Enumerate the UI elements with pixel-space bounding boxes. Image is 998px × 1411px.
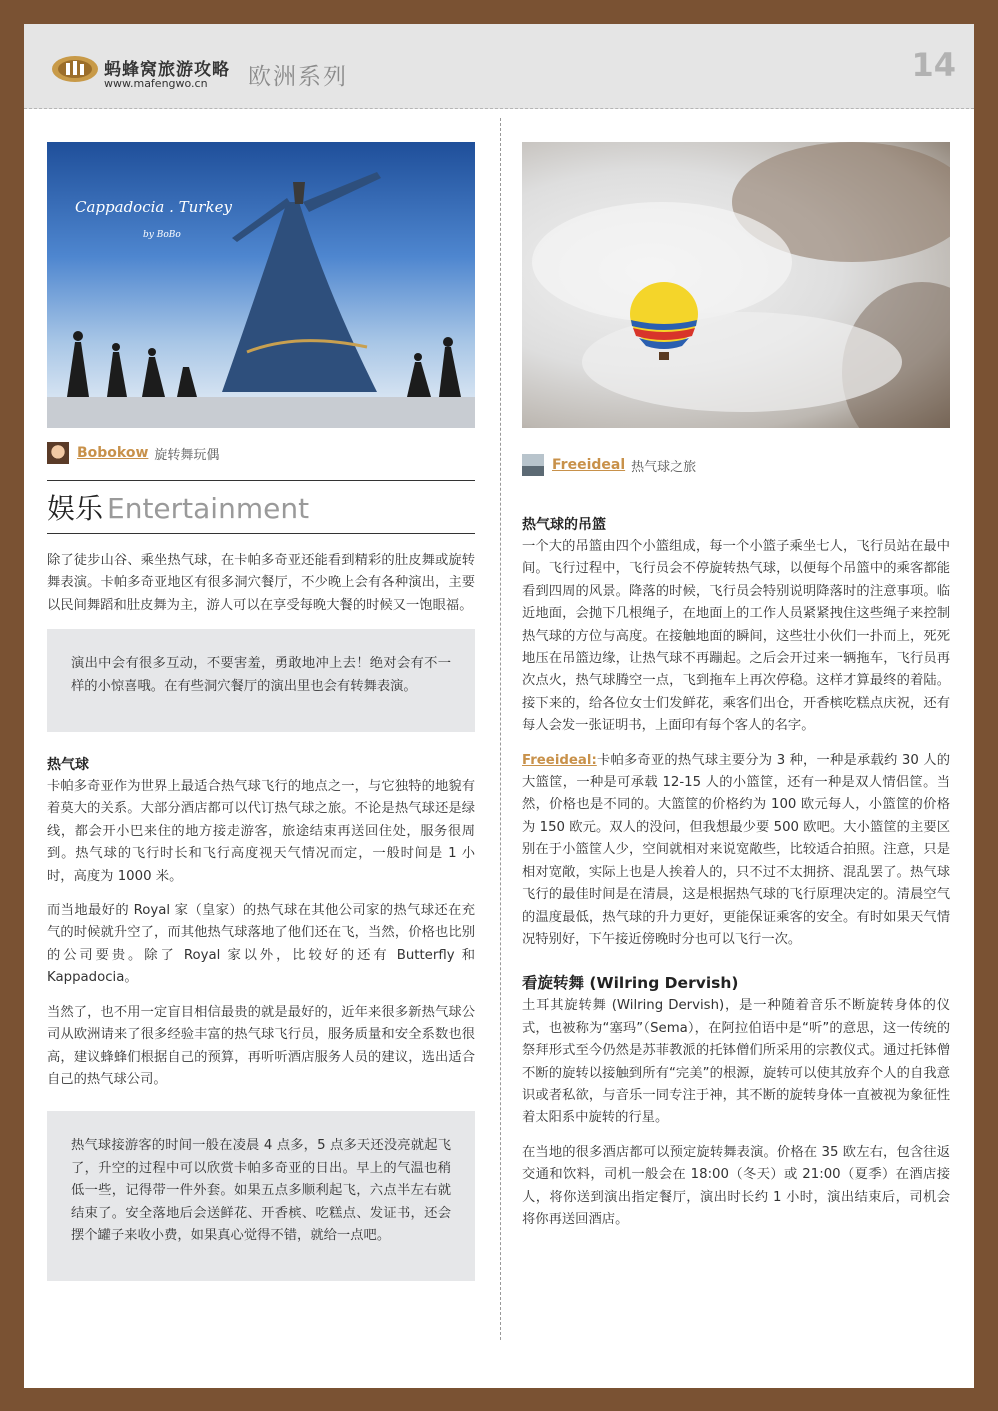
page-number: 14 bbox=[911, 46, 956, 84]
balloon-illustration bbox=[522, 142, 950, 428]
mafengwo-logo-icon bbox=[50, 54, 100, 84]
photo-credit bbox=[47, 442, 475, 464]
avatar[interactable] bbox=[522, 454, 544, 476]
credit-caption: 旋转舞玩偶 bbox=[154, 447, 220, 463]
tip-text: 演出中会有很多互动，不要害羞，勇敢地冲上去！绝对会有不一样的小惊喜哦。在有些洞穴餐厅的演出里也会有转舞表演。 bbox=[71, 656, 451, 694]
right-column bbox=[522, 142, 950, 1231]
dervish-doll-photo bbox=[47, 142, 475, 428]
section-title bbox=[47, 480, 475, 534]
dervish-paragraph-1: 土耳其旋转舞 (Wilring Dervish)，是一种随着音乐不断旋转身体的仪式，也被称为“塞玛”（Sema），在阿拉伯语中是“听”的意思，这一传统的祭拜形式至今仍然是苏菲教派的托钵僧们所采用的宗教仪式。通过托钵僧不断的旋转以接触到所有“完美”的根源，旋转可以使其放弃个人的自我意识或者私欲，与音乐一同专注于神，其不断的旋转身体一直被视为象征性着太阳系中旋转的行星。 bbox=[522, 998, 950, 1126]
balloon-paragraph-3: 当然了，也不用一定盲目相信最贵的就是最好的，近年来很多新热气球公司从欧洲请来了很多经验丰富的热气球飞行员，服务质量和安全系数也很高，建议蜂蜂们根据自己的预算，再听听酒店服务人员的建议，选出适合自己的热气球公司。 bbox=[47, 1004, 475, 1087]
credit-caption: 热气球之旅 bbox=[631, 459, 697, 475]
photo-credit-right bbox=[522, 454, 950, 476]
tip-text-2: 热气球接游客的时间一般在凌晨 4 点多，5 点多天还没亮就起飞了，升空的过程中可以欣赏卡帕多奇亚的日出。早上的气温也稍低一些，记得带一件外套。如果五点多顺利起飞，六点半左右就结束了。安全落地后会送鲜花、开香槟、吃糕点、发证书，还会摆个罐子来收小费，如果真心觉得不错，就给一点吧。 bbox=[71, 1138, 451, 1243]
credit-username-link[interactable]: Freeideal bbox=[552, 457, 626, 473]
basket-heading: 热气球的吊篮 bbox=[522, 517, 606, 533]
tip-box bbox=[47, 629, 475, 732]
hot-air-balloon-photo bbox=[522, 142, 950, 428]
credit-username-link[interactable]: Bobokow bbox=[77, 445, 149, 461]
tip-box-2 bbox=[47, 1111, 475, 1281]
quote-text: 卡帕多奇亚的热气球主要分为 3 种，一种是承载约 30 人的大篮筐，一种是可承载 12-15 人的小篮筐，还有一种是双人情侣筐。当然，价格也是不同的。大篮筐的价格约为 100 欧元每人，小篮筐的价格为 150 欧元。双人的没问，但我想最少要 500 欧吧。大小篮筐的主要区别在于小篮筐人少，空间就相对来说宽敞些，比较适合拍照。注意，只是相对宽敞，实际上也是人挨着人的，只不过不太拥挤、混乱罢了。热气球飞行的最佳时间是在清晨，这是根据热气球的飞行原理决定的。清晨空气的温度最低，热气球的升力更好，更能保证乘客的安全。有时如果天气情况特别好，下午接近傍晚时分也可以飞行一次。 bbox=[522, 752, 950, 947]
photo-byline: by BoBo bbox=[143, 230, 181, 240]
avatar[interactable] bbox=[47, 442, 69, 464]
photo-caption: Cappadocia . Turkey bbox=[75, 198, 232, 216]
dervish-doll-illustration bbox=[47, 142, 475, 428]
balloon-heading: 热气球 bbox=[47, 757, 89, 774]
basket-paragraph: 一个大的吊篮由四个小篮组成，每一个小篮子乘坐七人，飞行员站在最中间。飞行过程中，飞行员会不停旋转热气球，以便每个吊篮中的乘客都能看到四周的风景。降落的时候，飞行员会特别说明降落时的注意事项。临近地面，会抛下几根绳子，在地面上的工作人员紧紧拽住这些绳子来控制热气球的方位与高度。在接触地面的瞬间，这些壮小伙们一扑而上，死死地压在吊篮边缘，让热气球不再蹦起。之后会开过来一辆拖车，飞行员再次点火，热气球腾空一点，飞到拖车上再次停稳。这样才算最终的着陆。接下来的，给各位女士们发鲜花，乘客们出仓，开香槟吃糕点庆祝，还有每人会发一张证明书，上面印有每个客人的名字。 bbox=[522, 539, 950, 734]
quote-username-link[interactable]: Freeideal: bbox=[522, 752, 597, 768]
quote-paragraph bbox=[522, 750, 950, 952]
dervish-heading: 看旋转舞 (Wilring Dervish) bbox=[522, 974, 739, 993]
dervish-paragraph-2: 在当地的很多酒店都可以预定旋转舞表演。价格在 35 欧左右，包含往返交通和饮料，司机一般会在 18:00（冬天）或 21:00（夏季）在酒店接人，将你送到演出指定餐厅，演出时长约 1 小时，演出结束后，司机会将你再送回酒店。 bbox=[522, 1144, 950, 1227]
section-title-cn: 娱乐 bbox=[47, 492, 104, 525]
intro-paragraph: 除了徒步山谷、乘坐热气球，在卡帕多奇亚还能看到精彩的肚皮舞或旋转舞表演。卡帕多奇亚地区有很多洞穴餐厅，不少晚上会有各种演出，主要以民间舞蹈和肚皮舞为主，游人可以在享受每晚大餐的时候又一饱眼福。 bbox=[47, 553, 475, 613]
logo-text: 蚂蜂窝旅游攻略 bbox=[104, 60, 230, 80]
section-title-en: Entertainment bbox=[107, 492, 310, 525]
column-divider bbox=[500, 118, 501, 1340]
balloon-paragraph-2: 而当地最好的 Royal 家（皇家）的热气球在其他公司家的热气球还在充气的时候就升空了，而其他热气球落地了他们还在飞，当然，价格也比别的公司要贵。除了 Royal 家以外，比较好的还有 Butterfly 和 Kappadocia。 bbox=[47, 903, 475, 986]
page-header bbox=[24, 24, 974, 109]
left-column bbox=[47, 142, 475, 1281]
balloon-paragraph-1: 卡帕多奇亚作为世界上最适合热气球飞行的地点之一，与它独特的地貌有着莫大的关系。大部分酒店都可以代订热气球之旅。不论是热气球还是绿线，都会开小巴来住的地方接走游客，旅途结束再送回住处，服务很周到。热气球的飞行时长和飞行高度视天气情况而定，一般时间是 1 小时，高度为 1000 米。 bbox=[47, 779, 475, 884]
page bbox=[24, 24, 974, 1388]
series-title: 欧洲系列 bbox=[248, 64, 348, 90]
logo-url: www.mafengwo.cn bbox=[104, 77, 208, 90]
